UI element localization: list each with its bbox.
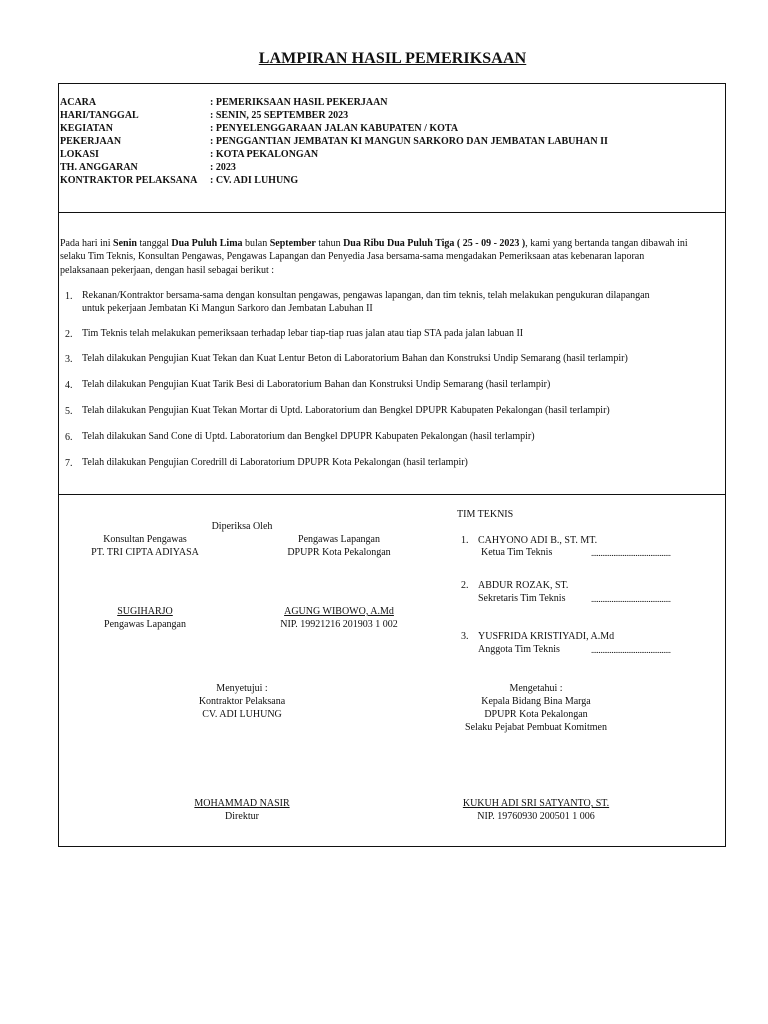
info-key: KEGIATAN xyxy=(60,123,113,134)
intro-month: September xyxy=(269,238,316,249)
list-item: Telah dilakukan Pengujian Kuat Tekan dan Kuat Lentur Beton di Laboratorium Bahan dan Konstruksi Undip Semarang (hasil terlampir) xyxy=(82,353,628,364)
info-value: : PENGGANTIAN JEMBATAN KI MANGUN SARKORO DAN JEMBATAN LABUHAN II xyxy=(210,136,608,147)
list-item: Telah dilakukan Pengujian Kuat Tarik Besi di Laboratorium Bahan dan Konstruksi Undip Semarang (hasil terlampir) xyxy=(82,379,551,390)
konsultan-org: PT. TRI CIPTA ADIYASA xyxy=(91,547,199,558)
list-item: Telah dilakukan Pengujian Kuat Tekan Mortar di Uptd. Laboratorium dan Bengkel DPUPR Kabupaten Pekalongan (hasil terlampir) xyxy=(82,405,610,416)
info-key: LOKASI xyxy=(60,149,99,160)
list-item: Rekanan/Kontraktor bersama-sama dengan konsultan pengawas, pengawas lapangan, dan tim teknis, telah melakukan pengukuran dilapangan untuk pekerjaan Jembatan Ki Mangun Sarkoro dan Jembatan Labuhan II xyxy=(82,290,650,314)
list-number: 6. xyxy=(65,432,73,443)
pengawas-signer-name: AGUNG WIBOWO, A.Md xyxy=(284,606,394,617)
info-key: PEKERJAAN xyxy=(60,136,122,147)
list-number: 7. xyxy=(65,458,73,469)
info-value: : CV. ADI LUHUNG xyxy=(210,175,299,186)
signature-dots: ........................................... xyxy=(591,645,671,655)
intro-text: bulan xyxy=(242,238,270,249)
info-value: : SENIN, 25 SEPTEMBER 2023 xyxy=(210,110,349,121)
tim-teknis-title: TIM TEKNIS xyxy=(457,509,514,520)
pengawas-role: Pengawas Lapangan xyxy=(298,534,380,545)
menyetujui-role: Kontraktor Pelaksana xyxy=(198,696,286,707)
member-name: YUSFRIDA KRISTIYADI, A.Md xyxy=(478,631,615,642)
konsultan-position: Pengawas Lapangan xyxy=(104,619,186,630)
member-number: 2. xyxy=(461,580,469,591)
member-name: ABDUR ROZAK, ST. xyxy=(478,580,569,591)
intro-year: Dua Ribu Dua Puluh Tiga ( 25 - 09 - 2023 ) xyxy=(343,238,526,249)
menyetujui-position: Direktur xyxy=(225,811,259,822)
member-number: 1. xyxy=(461,535,469,546)
member-name: CAHYONO ADI B., ST. MT. xyxy=(478,535,598,546)
intro-day: Senin xyxy=(113,238,137,249)
signature-dots: ........................................... xyxy=(591,594,671,604)
info-value: : 2023 xyxy=(210,162,236,173)
menyetujui-signer-name: MOHAMMAD NASIR xyxy=(194,798,290,809)
info-key: HARI/TANGGAL xyxy=(60,110,139,121)
info-value: : PEMERIKSAAN HASIL PEKERJAAN xyxy=(210,97,388,108)
intro-text: , kami yang bertanda tangan dibawah ini selaku Tim Teknis, Konsultan Pengawas, Pengawas Lapangan dan Penyedia Jasa bersama-sama mengadakan Pemeriksaan atas kebenaran laporan pelaksanaan pekerjaan, dengan hasil sebagai berikut : xyxy=(60,238,688,276)
list-item: Telah dilakukan Sand Cone di Uptd. Laboratorium dan Bengkel DPUPR Kabupaten Pekalongan (hasil terlampir) xyxy=(82,431,535,442)
section-divider xyxy=(58,212,726,213)
intro-text: tanggal xyxy=(136,238,172,249)
mengetahui-role: Kepala Bidang Bina Marga xyxy=(481,696,591,707)
list-item: Telah dilakukan Pengujian Coredrill di Laboratorium DPUPR Kota Pekalongan (hasil terlampir) xyxy=(82,457,468,468)
list-number: 1. xyxy=(65,291,73,302)
intro-text: Pada hari ini xyxy=(60,238,114,249)
list-item: Tim Teknis telah melakukan pemeriksaan terhadap lebar tiap-tiap ruas jalan atau tiap STA pada jalan labuan II xyxy=(82,328,524,339)
info-key: KONTRAKTOR PELAKSANA xyxy=(60,175,198,186)
list-number: 4. xyxy=(65,380,73,391)
mengetahui-nip: NIP. 19760930 200501 1 006 xyxy=(477,811,595,822)
signature-dots: ........................................... xyxy=(591,548,671,558)
info-value: : PENYELENGGARAAN JALAN KABUPATEN / KOTA xyxy=(210,123,459,134)
list-number: 3. xyxy=(65,354,73,365)
menyetujui-org: CV. ADI LUHUNG xyxy=(202,709,282,720)
list-number: 2. xyxy=(65,329,73,340)
member-role: Anggota Tim Teknis xyxy=(478,644,560,655)
info-key: ACARA xyxy=(60,97,97,108)
konsultan-role: Konsultan Pengawas xyxy=(103,534,187,545)
menyetujui-label: Menyetujui : xyxy=(216,683,268,694)
pengawas-org: DPUPR Kota Pekalongan xyxy=(287,547,391,558)
info-value: : KOTA PEKALONGAN xyxy=(210,149,319,160)
member-role: Sekretaris Tim Teknis xyxy=(478,593,566,604)
intro-text: tahun xyxy=(315,238,344,249)
diperiksa-oleh-label: Diperiksa Oleh xyxy=(211,521,273,532)
info-key: TH. ANGGARAN xyxy=(60,162,138,173)
member-number: 3. xyxy=(461,631,469,642)
mengetahui-extra: Selaku Pejabat Pembuat Komitmen xyxy=(465,722,607,733)
mengetahui-label: Mengetahui : xyxy=(509,683,563,694)
mengetahui-signer-name: KUKUH ADI SRI SATYANTO, ST. xyxy=(462,798,610,809)
intro-date: Dua Puluh Lima xyxy=(171,238,243,249)
konsultan-signer-name: SUGIHARJO xyxy=(117,606,173,617)
mengetahui-org: DPUPR Kota Pekalongan xyxy=(484,709,588,720)
document-title: LAMPIRAN HASIL PEMERIKSAAN xyxy=(258,50,527,67)
intro-paragraph xyxy=(60,237,690,277)
pengawas-nip: NIP. 19921216 201903 1 002 xyxy=(280,619,398,630)
list-number: 5. xyxy=(65,406,73,417)
section-divider xyxy=(58,494,726,495)
member-role: Ketua Tim Teknis xyxy=(481,547,553,558)
